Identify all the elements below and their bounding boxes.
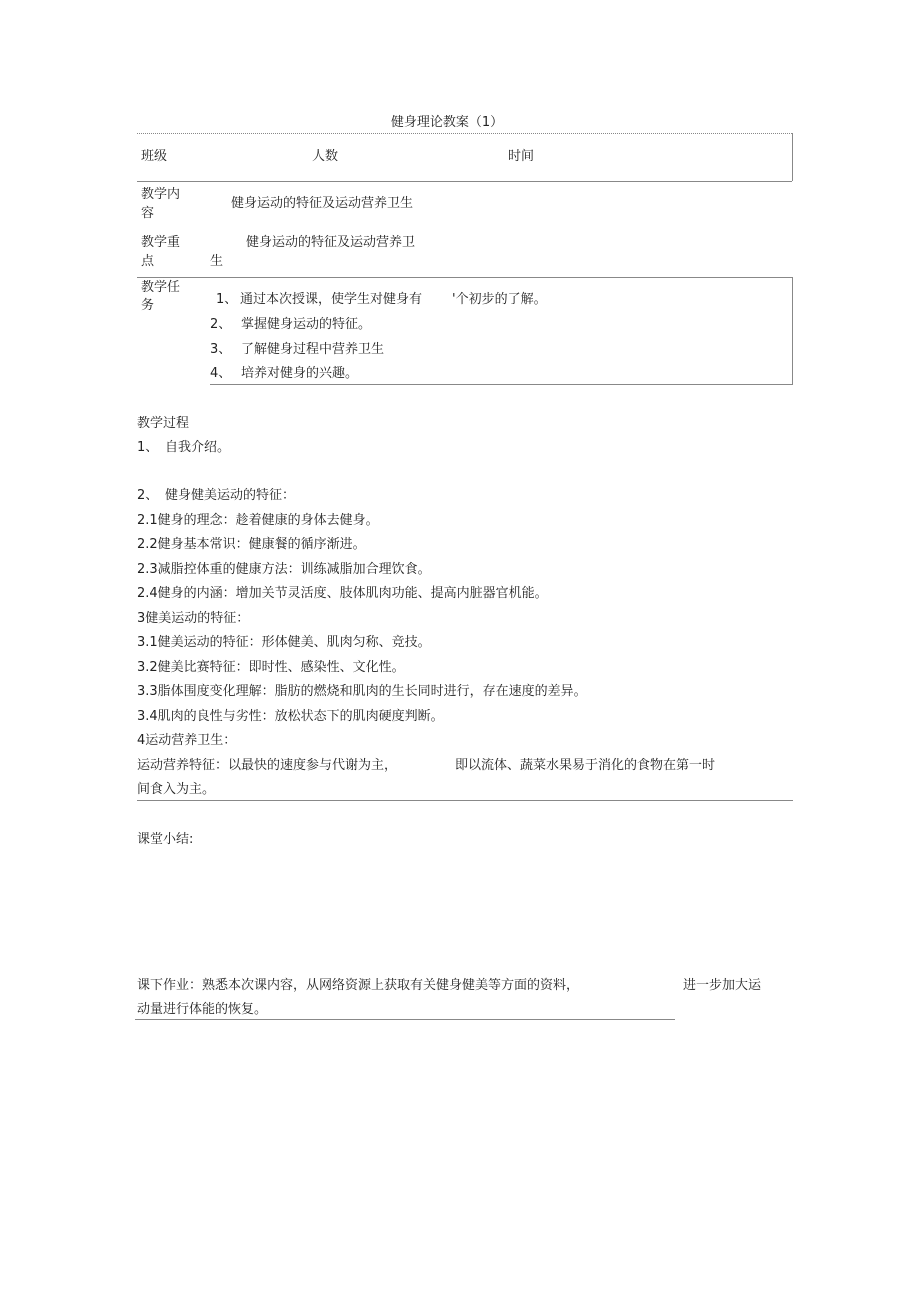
process-line: 3.3脂体围度变化理解：脂肪的燃烧和肌肉的生长同时进行，存在速度的差异。 <box>137 684 587 699</box>
nutrition-text-wrap: 间食入为主。 <box>137 782 216 797</box>
title-underline <box>137 133 792 134</box>
tasks-label-line2: 务 <box>141 298 155 313</box>
table-right-border <box>792 277 793 384</box>
process-line: 3健美运动的特征： <box>137 611 250 626</box>
nutrition-text: 运动营养特征：以最快的速度参与代谢为主， <box>137 758 398 773</box>
table-right-border <box>792 133 793 181</box>
focus-value-line1: 健身运动的特征及运动营养卫 <box>246 235 416 250</box>
task-text: 掌握健身运动的特征。 <box>241 317 372 332</box>
focus-value-line2: 生 <box>210 254 224 269</box>
page-title: 健身理论教案（1） <box>390 115 504 130</box>
process-number: 2、 <box>137 488 159 503</box>
content-value: 健身运动的特征及运动营养卫生 <box>231 196 414 211</box>
tasks-label-line1: 教学任 <box>141 280 181 295</box>
task-number: 1、 <box>216 292 238 307</box>
process-line: 3.4肌肉的良性与劣性：放松状态下的肌肉硬度判断。 <box>137 709 444 724</box>
homework-text-wrap: 动量进行体能的恢复。 <box>137 1002 268 1017</box>
focus-label-line2: 点 <box>141 254 155 269</box>
time-label: 时间 <box>508 149 535 164</box>
homework-underline <box>135 1019 675 1020</box>
content-label-line2: 容 <box>141 206 155 221</box>
process-line: 2.1健身的理念：趁着健康的身体去健身。 <box>137 513 379 528</box>
row-divider <box>137 277 792 278</box>
process-line: 3.1健美运动的特征：形体健美、肌肉匀称、竞技。 <box>137 635 431 650</box>
summary-label: 课堂小结: <box>137 832 194 847</box>
count-label: 人数 <box>312 149 339 164</box>
class-label: 班级 <box>141 149 168 164</box>
task-text-continued: '个初步的了解。 <box>452 292 547 307</box>
process-line: 4运动营养卫生： <box>137 733 237 748</box>
focus-label-line1: 教学重 <box>141 235 181 250</box>
task-text: 培养对健身的兴趣。 <box>241 366 359 381</box>
row-divider <box>137 181 792 182</box>
row-divider <box>210 384 793 385</box>
task-number: 4、 <box>210 366 232 381</box>
process-line: 2.2健身基本常识：健康餐的循序渐进。 <box>137 537 366 552</box>
task-text: 了解健身过程中营养卫生 <box>241 342 385 357</box>
homework-text-continued: 进一步加大运 <box>683 978 762 993</box>
process-text: 自我介绍。 <box>165 440 231 455</box>
content-label-line1: 教学内 <box>141 187 181 202</box>
process-number: 1、 <box>137 440 159 455</box>
task-number: 2、 <box>210 317 232 332</box>
task-text: 通过本次授课，使学生对健身有 <box>240 292 423 307</box>
homework-text: 课下作业：熟悉本次课内容，从网络资源上获取有关健身健美等方面的资料， <box>137 978 580 993</box>
nutrition-text-continued: 即以流体、蔬菜水果易于消化的食物在第一时 <box>455 758 716 773</box>
process-divider <box>137 800 793 801</box>
process-line: 2.4健身的内涵：增加关节灵活度、肢体肌肉功能、提高内脏器官机能。 <box>137 586 548 601</box>
process-text: 健身健美运动的特征： <box>165 488 296 503</box>
task-number: 3、 <box>210 342 232 357</box>
process-line: 3.2健美比赛特征：即时性、感染性、文化性。 <box>137 660 405 675</box>
process-heading: 教学过程 <box>137 416 190 431</box>
process-line: 2.3减脂控体重的健康方法：训练减脂加合理饮食。 <box>137 562 431 577</box>
